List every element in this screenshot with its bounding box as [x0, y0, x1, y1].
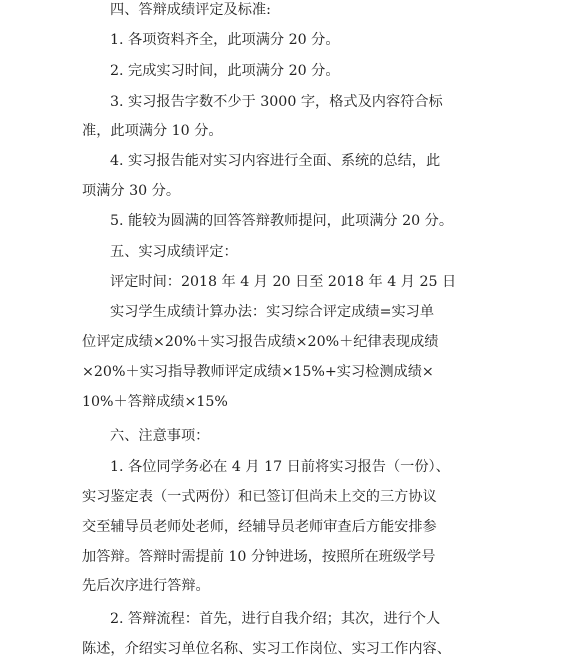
paragraph-line: 评定时间：2018 年 4 月 20 日至 2018 年 4 月 25 日	[110, 274, 457, 290]
paragraph-line: 1. 各位同学务必在 4 月 17 日前将实习报告（一份）、	[110, 459, 450, 475]
paragraph-line: 实习鉴定表（一式两份）和已签订但尚未上交的三方协议	[82, 489, 437, 505]
paragraph-line: 1. 各项资料齐全，此项满分 20 分。	[110, 32, 340, 48]
paragraph-line: 项满分 30 分。	[82, 183, 181, 199]
paragraph-line: 先后次序进行答辩。	[82, 578, 210, 594]
paragraph-line: 5. 能较为圆满的回答答辩教师提问，此项满分 20 分。	[110, 213, 454, 229]
section-6-heading: 六、注意事项：	[110, 428, 210, 444]
paragraph-line: 3. 实习报告字数不少于 3000 字，格式及内容符合标	[110, 94, 443, 110]
section-5-heading: 五、实习成绩评定：	[110, 244, 238, 260]
paragraph-line: 4. 实习报告能对实习内容进行全面、系统的总结，此	[110, 153, 441, 169]
section-4-heading: 四、答辩成绩评定及标准:	[110, 2, 271, 18]
paragraph-line: 准，此项满分 10 分。	[82, 123, 223, 139]
paragraph-line: 2. 完成实习时间，此项满分 20 分。	[110, 63, 340, 79]
paragraph-line: 交至辅导员老师处老师，经辅导员老师审查后方能安排参	[82, 519, 437, 535]
paragraph-line: 位评定成绩×20%＋实习报告成绩×20%＋纪律表现成绩	[82, 334, 439, 350]
paragraph-line: 10%＋答辩成绩×15%	[82, 394, 228, 410]
paragraph-line: ×20%＋实习指导教师评定成绩×15%+实习检测成绩×	[82, 364, 434, 380]
paragraph-line: 加答辩。答辩时需提前 10 分钟进场，按照所在班级学号	[82, 549, 436, 565]
paragraph-line: 2. 答辩流程：首先，进行自我介绍；其次，进行个人	[110, 611, 441, 627]
paragraph-line: 实习学生成绩计算办法：实习综合评定成绩=实习单	[110, 304, 435, 320]
paragraph-line: 陈述，介绍实习单位名称、实习工作岗位、实习工作内容、	[82, 641, 451, 657]
